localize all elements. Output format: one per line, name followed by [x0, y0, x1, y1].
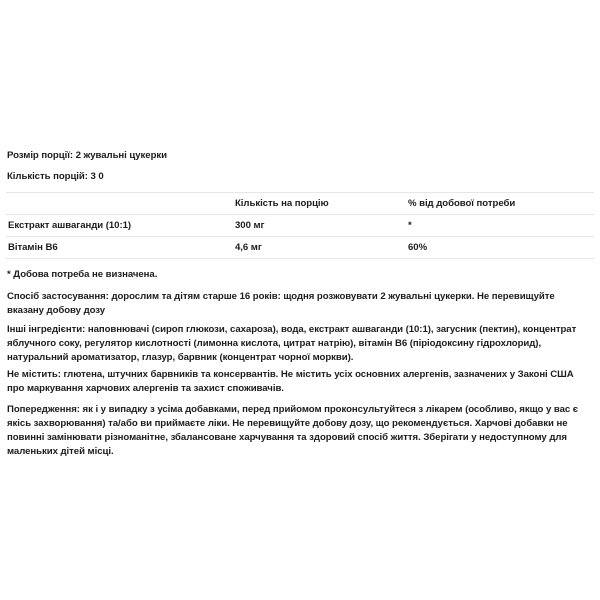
table-header-row	[6, 193, 594, 215]
ingredient-daily-value: 60%	[406, 237, 594, 259]
usage-instructions: Спосіб застосування: дорослим та дітям старше 16 років: щодня розжовувати 2 жувальні цукерки. Не перевищуйте вказану добову дозу	[7, 291, 555, 316]
header-amount-per-serving: Кількість на порцію	[233, 193, 406, 215]
ingredient-amount: 300 мг	[233, 215, 406, 237]
ingredient-amount: 4,6 мг	[233, 237, 406, 259]
ingredient-name: Вітамін B6	[6, 237, 233, 259]
other-ingredients: Інші інгредієнти: наповнювачі (сироп глюкози, сахароза), вода, екстракт ашваганди (10:1), загусник (пектин), концентрат яблучного соку, регулятор кислотності (лимонна кислота, цитрат натрію), вітамін B6 (піріодоксину гідрохлорид), натуральний ароматизатор, глазур, барвник (концентрат чорної моркви).	[7, 324, 577, 363]
warning-statement: Попередження: як і у випадку з усіма добавками, перед прийомом проконсультуйтеся з лікарем (особливо, якщо у вас є якісь захворювання) та/або ви приймаєте ліки. Не перевищуйте добову дозу, що рекомендується. Харчові добавки не повинні замінювати різноманітне, збалансоване харчування та здоровий спосіб життя. Зберігати у недоступному для маленьких дітей місці.	[7, 404, 578, 457]
free-from-statement: Не містить: глютена, штучних барвників та консервантів. Не містить усіх основних алергенів, зазначених у Законі США про маркування харчових алергенів та захист споживачів.	[7, 369, 574, 394]
table-row	[6, 215, 594, 237]
ingredient-name: Екстракт ашваганди (10:1)	[6, 215, 233, 237]
ingredient-daily-value: *	[406, 215, 594, 237]
supplement-facts-document	[7, 149, 593, 459]
servings-per-container: Кількість порцій: 3 0	[7, 171, 104, 182]
header-daily-value: % від добової потреби	[406, 193, 594, 215]
table-row	[6, 237, 594, 259]
daily-value-footnote: * Добова потреба не визначена.	[7, 269, 158, 280]
serving-size: Розмір порції: 2 жувальні цукерки	[7, 150, 167, 161]
supplement-facts-table	[6, 192, 594, 259]
header-ingredient	[6, 193, 233, 215]
